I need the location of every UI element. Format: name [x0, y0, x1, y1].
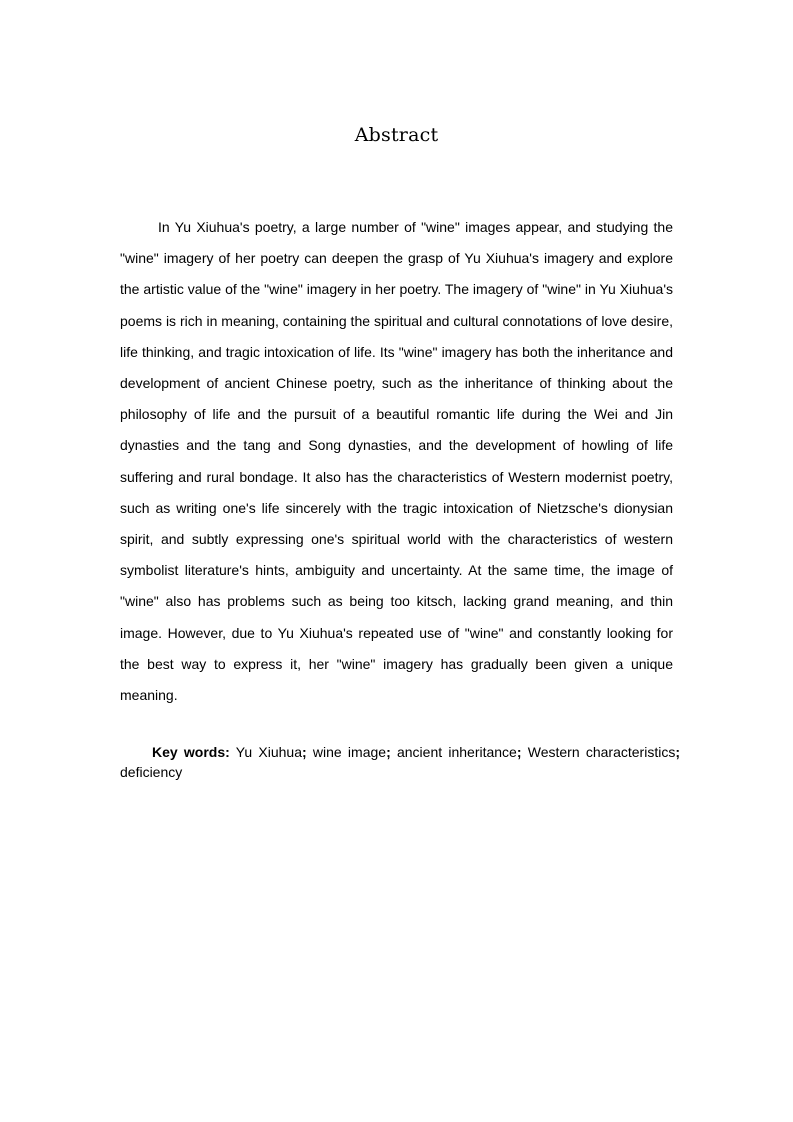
keyword-item: Western characteristics	[527, 744, 676, 760]
keyword-item: deficiency	[120, 764, 183, 780]
keyword-item: Yu Xiuhua	[235, 744, 302, 760]
keyword-item: wine image	[312, 744, 387, 760]
keyword-separator: ;	[516, 744, 522, 760]
keywords-label: Key words:	[152, 744, 230, 760]
keyword-separator: ;	[301, 744, 307, 760]
keyword-separator: ;	[675, 744, 680, 760]
abstract-body: In Yu Xiuhua's poetry, a large number of "wine" images appear, and studying the "wine" imagery of her poetry can deepen the grasp of Yu Xiuhua's imagery and explore the artistic value of the "wine" imagery in her poetry. The imagery of "wine" in Yu Xiuhua's poems is rich in meaning, containing the spiritual and cultural connotations of love desire, life thinking, and tragic intoxication of life. Its "wine" imagery has both the inheritance and development of ancient Chinese poetry, such as the inheritance of thinking about the philosophy of life and the pursuit of a beautiful romantic life during the Wei and Jin dynasties and the tang and Song dynasties, and the development of howling of life suffering and rural bondage. It also has the characteristics of Western modernist poetry, such as writing one's life sincerely with the tragic intoxication of Nietzsche's dionysian spirit, and subtly expressing one's spiritual world with the characteristics of western symbolist literature's hints, ambiguity and uncertainty. At the same time, the image of "wine" also has problems such as being too kitsch, lacking grand meaning, and thin image. However, due to Yu Xiuhua's repeated use of "wine" and constantly looking for the best way to express it, her "wine" imagery has gradually been given a unique meaning.	[120, 219, 673, 704]
keyword-item: ancient inheritance	[396, 744, 517, 760]
abstract-title: Abstract	[354, 124, 439, 146]
keywords-line	[120, 742, 680, 782]
keyword-separator: ;	[386, 744, 391, 760]
